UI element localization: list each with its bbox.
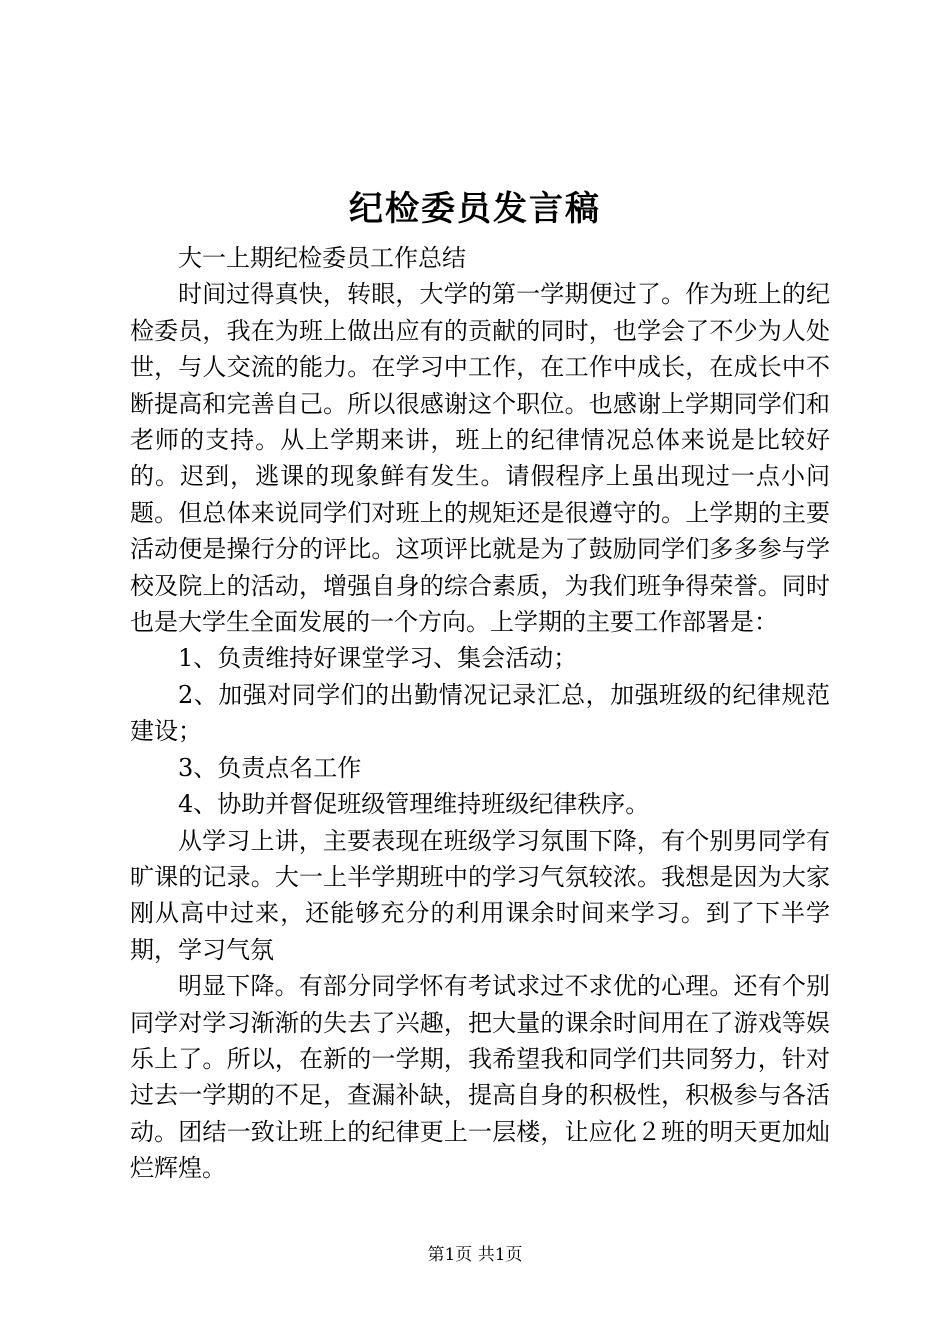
page-number-footer: 第1页 共1页 (427, 1245, 523, 1265)
paragraph-study: 从学习上讲，主要表现在班级学习氛围下降，有个别男同学有旷课的记录。大一上半学期班中的学习气氛较浓。我想是因为大家刚从高中过来，还能够充分的利用课余时间来学习。到了下半学期，学习气氛 (130, 826, 830, 964)
list-item-4: 4、协助并督促班级管理维持班级纪律秩序。 (178, 790, 650, 819)
document-title: 纪检委员发言稿 (349, 189, 601, 229)
paragraph-subtitle: 大一上期纪检委员工作总结 (178, 244, 466, 272)
list-item-3: 3、负责点名工作 (178, 753, 362, 782)
document-body (130, 240, 830, 1187)
list-item-2: 2、加强对同学们的出勤情况记录汇总，加强班级的纪律规范建设； (130, 680, 830, 746)
paragraph-conclusion: 明显下降。有部分同学怀有考试求过不求优的心理。还有个别同学对学习渐渐的失去了兴趣，把大量的课余时间用在了游戏等娱乐上了。所以，在新的一学期，我希望我和同学们共同努力，针对过去一学期的不足，查漏补缺，提高自身的积极性，积极参与各活动。团结一致让班上的纪律更上一层楼，让应化２班的明天更加灿烂辉煌。 (130, 972, 830, 1183)
list-item-1: 1、负责维持好课堂学习、集会活动； (178, 644, 578, 673)
paragraph-intro: 时间过得真快，转眼，大学的第一学期便过了。作为班上的纪检委员，我在为班上做出应有的贡献的同时，也学会了不少为人处世，与人交流的能力。在学习中工作，在工作中成长，在成长中不断提高和完善自己。所以很感谢这个职位。也感谢上学期同学们和老师的支持。从上学期来讲，班上的纪律情况总体来说是比较好的。迟到，逃课的现象鲜有发生。请假程序上虽出现过一点小问题。但总体来说同学们对班上的规矩还是很遵守的。上学期的主要活动便是操行分的评比。这项评比就是为了鼓励同学们多多参与学校及院上的活动，增强自身的综合素质，为我们班争得荣誉。同时也是大学生全面发展的一个方向。上学期的主要工作部署是： (130, 280, 830, 637)
